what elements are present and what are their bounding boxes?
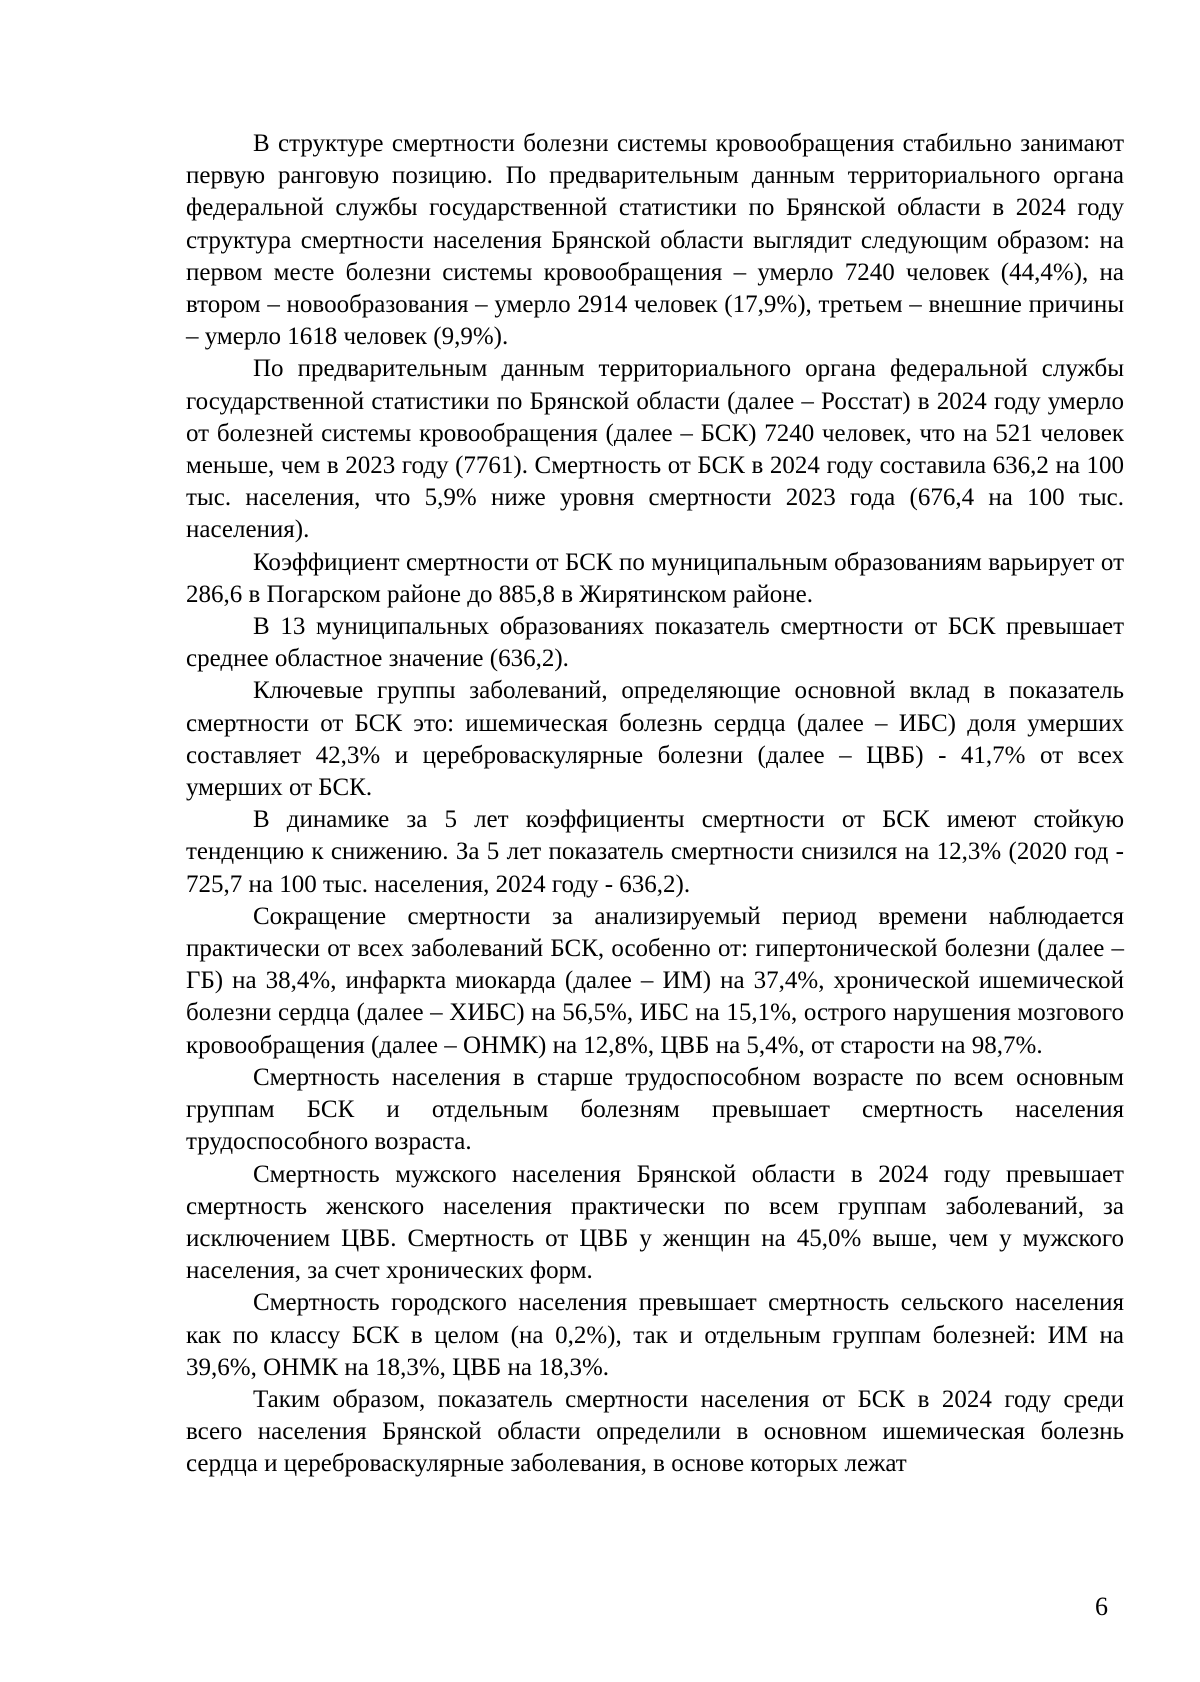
paragraph-6: В динамике за 5 лет коэффициенты смертности от БСК имеют стойкую тенденцию к снижению. За 5 лет показатель смертности снизился на 12,3% (2020 год - 725,7 на 100 тыс. населения, 2024 году - 636,2). <box>186 806 1124 898</box>
paragraph-9: Смертность мужского населения Брянской области в 2024 году превышает смертность женского населения практически по всем группам заболеваний, за исключением ЦВБ. Смертность от ЦВБ у женщин на 45,0% выше, чем у мужского населения, за счет хронических форм. <box>186 1160 1124 1285</box>
paragraph-4: В 13 муниципальных образованиях показатель смертности от БСК превышает среднее областное значение (636,2). <box>186 613 1124 673</box>
paragraph-7: Сокращение смертности за анализируемый период времени наблюдается практически от всех заболеваний БСК, особенно от: гипертонической болезни (далее – ГБ) на 38,4%, инфаркта миокарда (далее – ИМ) на 37,4%, хронической ишемической болезни сердца (далее – ХИБС) на 56,5%, ИБС на 15,1%, острого нарушения мозгового кровообращения (далее – ОНМК) на 12,8%, ЦВБ на 5,4%, от старости на 98,7%. <box>186 902 1124 1059</box>
paragraph-10: Смертность городского населения превышает смертность сельского населения как по классу БСК в целом (на 0,2%), так и отдельным группам болезней: ИМ на 39,6%, ОНМК на 18,3%, ЦВБ на 18,3%. <box>186 1289 1124 1381</box>
document-body <box>186 128 1124 1481</box>
page-number: 6 <box>1095 1592 1108 1621</box>
paragraph-8: Смертность населения в старше трудоспособном возрасте по всем основным группам БСК и отдельным болезням превышает смертность населения трудоспособного возраста. <box>186 1063 1124 1156</box>
paragraph-11: Таким образом, показатель смертности населения от БСК в 2024 году среди всего населения Брянской области определили в основном ишемическая болезнь сердца и цереброваскулярные заболевания, в основе которых лежат <box>186 1385 1124 1478</box>
paragraph-1: В структуре смертности болезни системы кровообращения стабильно занимают первую ранговую позицию. По предварительным данным территориального органа федеральной службы государственной статистики по Брянской области в 2024 году структура смертности населения Брянской области выглядит следующим образом: на первом месте болезни системы кровообращения – умерло 7240 человек (44,4%), на втором – новообразования – умерло 2914 человек (17,9%), третьем – внешние причины – умерло 1618 человек (9,9%). <box>186 130 1124 351</box>
paragraph-3: Коэффициент смертности от БСК по муниципальным образованиям варьирует от 286,6 в Погарском районе до 885,8 в Жирятинском районе. <box>186 548 1124 608</box>
paragraph-5: Ключевые группы заболеваний, определяющие основной вклад в показатель смертности от БСК это: ишемическая болезнь сердца (далее – ИБС) доля умерших составляет 42,3% и цереброваскулярные болезни (далее – ЦВБ) - 41,7% от всех умерших от БСК. <box>186 677 1124 802</box>
paragraph-2: По предварительным данным территориального органа федеральной службы государственной статистики по Брянской области (далее – Росстат) в 2024 году умерло от болезней системы кровообращения (далее – БСК) 7240 человек, что на 521 человек меньше, чем в 2023 году (7761). Смертность от БСК в 2024 году составила 636,2 на 100 тыс. населения, что 5,9% ниже уровня смертности 2023 года (676,4 на 100 тыс. населения). <box>186 355 1124 544</box>
